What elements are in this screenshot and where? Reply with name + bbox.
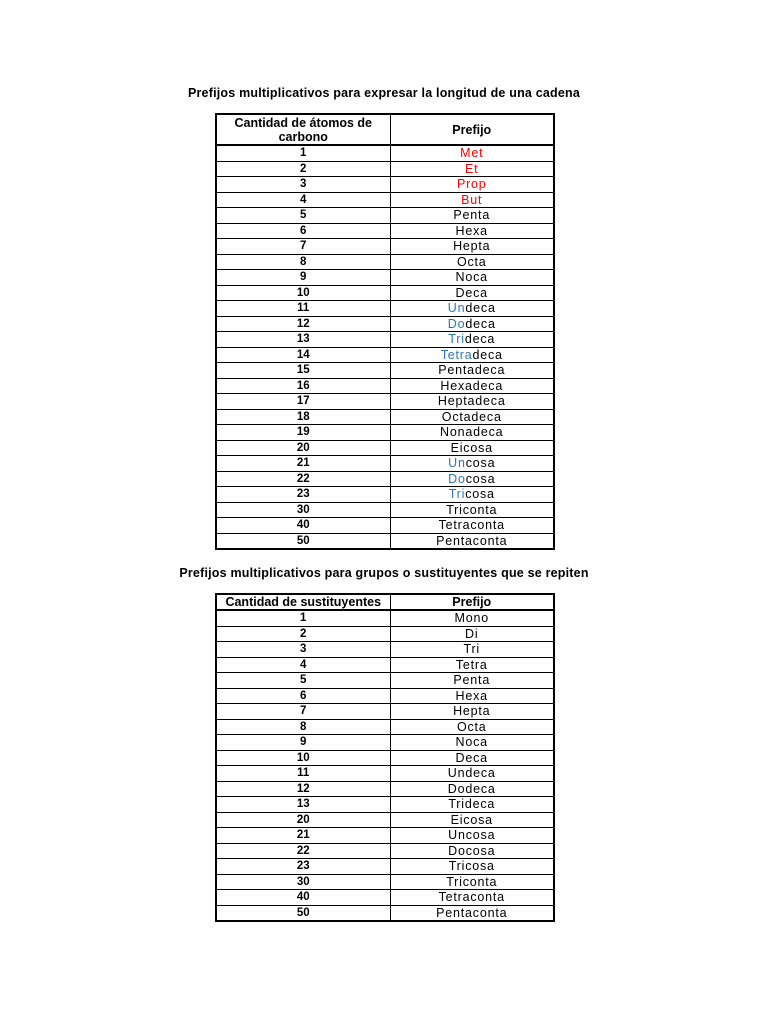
table-row [216, 425, 554, 441]
prefix-cell: Uncosa [390, 828, 554, 844]
prefix-rest: Nonadeca [440, 425, 504, 440]
prefix-cell: Tetraconta [390, 890, 554, 906]
prefix-cell [390, 347, 554, 363]
prefix-highlight: Un [447, 301, 466, 316]
prefix-highlight: Tetra [440, 347, 473, 362]
prefix-cell: Docosa [390, 843, 554, 859]
prefix-cell: Eicosa [390, 812, 554, 828]
carbon-count-cell: 14 [216, 347, 390, 363]
carbon-count-cell: 20 [216, 440, 390, 456]
prefix-cell: Pentaconta [390, 905, 554, 921]
prefix-cell: Di [390, 626, 554, 642]
table-row [216, 363, 554, 379]
substituent-count-cell: 22 [216, 843, 390, 859]
table-row [216, 471, 554, 487]
prefix-cell: Undeca [390, 766, 554, 782]
table-row [216, 657, 554, 673]
substituent-count-cell: 1 [216, 610, 390, 626]
prefix-highlight: Et [465, 161, 479, 176]
prefix-cell: Dodeca [390, 781, 554, 797]
prefix-cell [390, 502, 554, 518]
table-row [216, 285, 554, 301]
carbon-count-cell: 40 [216, 518, 390, 534]
prefix-rest: Octadeca [441, 409, 502, 424]
prefix-cell [390, 332, 554, 348]
carbon-count-cell: 23 [216, 487, 390, 503]
table-row [216, 301, 554, 317]
substituent-count-cell: 8 [216, 719, 390, 735]
carbon-count-header: Cantidad de átomos de carbono [216, 114, 390, 145]
prefix-rest: deca [472, 347, 503, 362]
substituent-count-cell: 3 [216, 642, 390, 658]
prefix-cell [390, 285, 554, 301]
carbon-count-cell: 18 [216, 409, 390, 425]
prefix-rest: Heptadeca [437, 394, 506, 409]
prefix-cell [390, 239, 554, 255]
carbon-count-cell: 12 [216, 316, 390, 332]
prefix-rest: Hepta [453, 239, 491, 254]
prefix-highlight: Un [448, 456, 466, 471]
substituent-count-cell: 7 [216, 704, 390, 720]
prefix-cell: Noca [390, 735, 554, 751]
table-row [216, 642, 554, 658]
prefix-highlight: Prop [456, 177, 487, 192]
table-row [216, 610, 554, 626]
table-row [216, 409, 554, 425]
carbon-count-cell: 5 [216, 208, 390, 224]
carbon-count-cell: 15 [216, 363, 390, 379]
carbon-count-cell: 13 [216, 332, 390, 348]
carbon-count-cell: 3 [216, 177, 390, 193]
prefix-rest: cosa [465, 471, 496, 486]
prefix-cell [390, 456, 554, 472]
prefix-cell: Hepta [390, 704, 554, 720]
prefix-cell: Tetra [390, 657, 554, 673]
prefix-cell: Tri [390, 642, 554, 658]
table-header-row [216, 114, 554, 145]
prefix-cell: Mono [390, 610, 554, 626]
carbon-count-cell: 2 [216, 161, 390, 177]
chain-length-rows [216, 145, 554, 549]
prefix-cell [390, 471, 554, 487]
carbon-count-cell: 30 [216, 502, 390, 518]
prefix-rest: deca [465, 316, 496, 331]
table-row [216, 688, 554, 704]
carbon-count-cell: 11 [216, 301, 390, 317]
table-row [216, 626, 554, 642]
substituent-count-cell: 13 [216, 797, 390, 813]
prefix-highlight: But [461, 192, 483, 207]
prefix-highlight: Tri [448, 332, 465, 347]
prefix-cell [390, 301, 554, 317]
prefix-rest: Hexa [455, 223, 488, 238]
prefix-cell: Trideca [390, 797, 554, 813]
prefix-rest: Pentaconta [436, 533, 508, 548]
table-row [216, 828, 554, 844]
table-row [216, 874, 554, 890]
substituent-count-cell: 10 [216, 750, 390, 766]
table-row [216, 223, 554, 239]
table-row [216, 890, 554, 906]
prefix-cell [390, 177, 554, 193]
table-row [216, 673, 554, 689]
prefix-cell [390, 208, 554, 224]
chain-length-title: Prefijos multiplicativos para expresar la longitud de una cadena [187, 86, 581, 100]
prefix-rest: cosa [465, 487, 495, 502]
substituent-count-cell: 12 [216, 781, 390, 797]
table-row [216, 394, 554, 410]
table-row [216, 316, 554, 332]
table-header-row [216, 594, 554, 610]
prefix-highlight: Do [447, 316, 466, 331]
table-row [216, 239, 554, 255]
prefix-cell [390, 316, 554, 332]
table-row [216, 735, 554, 751]
prefix-cell [390, 363, 554, 379]
carbon-count-cell: 16 [216, 378, 390, 394]
carbon-count-cell: 6 [216, 223, 390, 239]
table-row [216, 378, 554, 394]
prefix-cell [390, 487, 554, 503]
substituent-count-cell: 50 [216, 905, 390, 921]
prefix-rest: Hexadeca [440, 378, 504, 393]
prefix-cell [390, 223, 554, 239]
prefix-cell [390, 518, 554, 534]
table-row [216, 192, 554, 208]
prefix-rest: Octa [456, 254, 487, 269]
substituent-count-cell: 9 [216, 735, 390, 751]
table-row [216, 332, 554, 348]
table-row [216, 347, 554, 363]
table-row [216, 456, 554, 472]
prefix-cell: Triconta [390, 874, 554, 890]
table-row [216, 905, 554, 921]
prefix-rest: Penta [453, 208, 491, 223]
prefix-highlight: Tri [448, 487, 466, 502]
carbon-count-cell: 22 [216, 471, 390, 487]
substituent-rows [216, 610, 554, 921]
prefix-cell [390, 409, 554, 425]
carbon-count-cell: 1 [216, 145, 390, 161]
substituent-count-cell: 30 [216, 874, 390, 890]
prefix-cell: Penta [390, 673, 554, 689]
table-row [216, 161, 554, 177]
substituent-count-cell: 4 [216, 657, 390, 673]
carbon-count-cell: 8 [216, 254, 390, 270]
table-row [216, 859, 554, 875]
prefix-cell [390, 440, 554, 456]
carbon-count-cell: 10 [216, 285, 390, 301]
carbon-count-cell: 19 [216, 425, 390, 441]
table-row [216, 208, 554, 224]
carbon-count-cell: 50 [216, 533, 390, 549]
carbon-count-cell: 4 [216, 192, 390, 208]
prefix-rest: deca [465, 301, 496, 316]
carbon-count-cell: 7 [216, 239, 390, 255]
prefix-header: Prefijo [390, 114, 554, 145]
table-row [216, 797, 554, 813]
prefix-header: Prefijo [390, 594, 554, 610]
table-row [216, 750, 554, 766]
table-row [216, 145, 554, 161]
prefix-cell [390, 425, 554, 441]
prefix-cell [390, 145, 554, 161]
prefix-cell [390, 270, 554, 286]
table-row [216, 270, 554, 286]
substituent-count-cell: 11 [216, 766, 390, 782]
carbon-count-cell: 21 [216, 456, 390, 472]
prefix-cell [390, 394, 554, 410]
prefix-rest: Tetraconta [438, 518, 505, 533]
table-row [216, 766, 554, 782]
substituent-count-cell: 6 [216, 688, 390, 704]
table-row [216, 254, 554, 270]
carbon-count-cell: 9 [216, 270, 390, 286]
substituent-title: Prefijos multiplicativos para grupos o sustituyentes que se repiten [179, 566, 589, 580]
prefix-highlight: Met [460, 146, 484, 161]
prefix-cell [390, 192, 554, 208]
table-row [216, 440, 554, 456]
prefix-rest: Triconta [446, 502, 498, 517]
table-row [216, 843, 554, 859]
prefix-cell: Tricosa [390, 859, 554, 875]
prefix-rest: Eicosa [450, 440, 493, 455]
prefix-rest: deca [464, 332, 496, 347]
prefix-rest: Pentadeca [438, 363, 506, 378]
substituent-prefix-table [215, 593, 555, 922]
prefix-cell [390, 161, 554, 177]
prefix-cell: Hexa [390, 688, 554, 704]
carbon-count-cell: 17 [216, 394, 390, 410]
substituent-count-cell: 2 [216, 626, 390, 642]
table-row [216, 781, 554, 797]
prefix-cell [390, 533, 554, 549]
prefix-cell: Deca [390, 750, 554, 766]
table-row [216, 518, 554, 534]
substituent-count-cell: 40 [216, 890, 390, 906]
table-row [216, 487, 554, 503]
table-row [216, 812, 554, 828]
substituent-count-cell: 20 [216, 812, 390, 828]
prefix-cell [390, 378, 554, 394]
table-row [216, 502, 554, 518]
table-row [216, 533, 554, 549]
table-row [216, 704, 554, 720]
prefix-rest: cosa [465, 456, 496, 471]
substituent-count-header: Cantidad de sustituyentes [216, 594, 390, 610]
substituent-count-cell: 21 [216, 828, 390, 844]
chain-length-prefix-table [215, 113, 555, 550]
prefix-cell [390, 254, 554, 270]
substituent-count-cell: 5 [216, 673, 390, 689]
prefix-cell: Octa [390, 719, 554, 735]
prefix-rest: Noca [455, 270, 488, 285]
table-row [216, 177, 554, 193]
table-row [216, 719, 554, 735]
substituent-count-cell: 23 [216, 859, 390, 875]
prefix-rest: Deca [455, 285, 488, 300]
prefix-highlight: Do [448, 471, 466, 486]
